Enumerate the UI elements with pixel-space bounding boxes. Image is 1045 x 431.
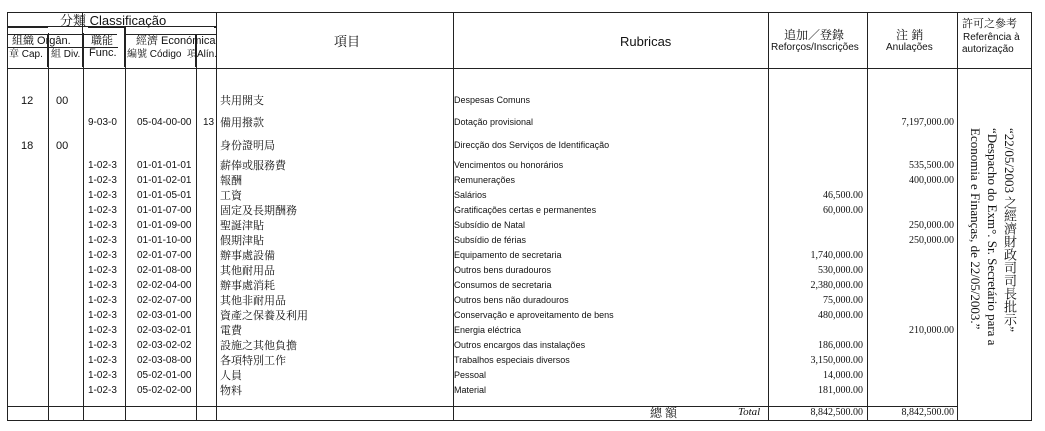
cell-func: 1-02-3 [88, 235, 117, 246]
col-divider [125, 13, 126, 420]
cell-cap: 18 [21, 140, 34, 152]
cell-item-zh: 其他非耐用品 [220, 295, 286, 307]
cell-func: 1-02-3 [88, 280, 117, 291]
cell-func: 1-02-3 [88, 295, 117, 306]
cell-reforcos: 60,000.00 [823, 205, 863, 216]
cell-func: 1-02-3 [88, 265, 117, 276]
col-divider [196, 13, 197, 420]
header-items-zh: 項目 [334, 34, 361, 49]
cell-item-zh: 假期津貼 [220, 235, 264, 247]
cell-code: 02-01-08-00 [137, 265, 192, 276]
cell-code: 02-01-07-00 [137, 250, 192, 261]
header-ref-zh: 許可之參考 [962, 18, 1017, 30]
header-organ: 組織 Orgân. [12, 35, 71, 47]
cell-item-zh: 固定及長期酬務 [220, 205, 297, 217]
cell-reforcos: 1,740,000.00 [810, 250, 863, 261]
cell-code: 02-03-02-01 [137, 325, 192, 336]
cell-func: 1-02-3 [88, 190, 117, 201]
authorization-line-1: “22/05/2003 之經濟財政司司長批示” [1002, 128, 1017, 333]
cell-rubrica: Remunerações [454, 175, 516, 185]
authorization-line-3: Economia e Finanças, de 22/05/2003.” [968, 128, 983, 330]
cell-item-zh: 其他耐用品 [220, 265, 275, 277]
total-label-zh: 總 額 [650, 406, 678, 420]
header-reforcos: Reforços/Inscrições [771, 42, 859, 53]
cell-code: 02-03-01-00 [137, 310, 192, 321]
cell-reforcos: 530,000.00 [818, 265, 863, 276]
cell-item-zh: 電費 [220, 325, 242, 337]
cell-div: 00 [56, 140, 69, 152]
cell-rubrica: Outros bens duradouros [454, 265, 552, 275]
cell-func: 1-02-3 [88, 325, 117, 336]
cell-func: 1-02-3 [88, 355, 117, 366]
cell-code: 02-02-04-00 [137, 280, 192, 291]
cell-func: 1-02-3 [88, 175, 117, 186]
cell-div: 00 [56, 95, 69, 107]
cell-item-zh: 辦事處設備 [220, 250, 275, 262]
header-codigo: 編號 Código [127, 49, 182, 60]
cell-rubrica: Dotação provisional [454, 117, 534, 127]
cell-item-zh: 設施之其他負擔 [220, 340, 297, 352]
cell-func: 9-03-0 [88, 117, 117, 128]
cell-item-zh: 人員 [220, 370, 242, 382]
cell-item-zh: 報酬 [220, 175, 242, 187]
col-divider [957, 13, 958, 420]
header-reforcos-zh: 追加／登錄 [784, 28, 845, 42]
cell-code: 02-02-07-00 [137, 295, 192, 306]
authorization-line-2: “Despacho do Exm°. Sr. Secretário para a [985, 128, 1000, 346]
header-economica: 經濟 Económica [136, 35, 216, 47]
cell-reforcos: 181,000.00 [818, 385, 863, 396]
col-divider [216, 13, 217, 420]
cell-alin: 13 [203, 117, 215, 128]
cell-rubrica: Despesas Comuns [454, 95, 531, 105]
cell-func: 1-02-3 [88, 250, 117, 261]
cell-code: 05-02-02-00 [137, 385, 192, 396]
cell-anulacoes: 250,000.00 [909, 220, 954, 231]
header-func: Func. [89, 47, 117, 59]
total-label-pt: Total [738, 406, 761, 418]
cell-anulacoes: 7,197,000.00 [901, 117, 954, 128]
cell-code: 01-01-09-00 [137, 220, 192, 231]
cell-anulacoes: 400,000.00 [909, 175, 954, 186]
cell-rubrica: Trabalhos especiais diversos [454, 355, 570, 365]
cell-item-zh: 各項特別工作 [220, 355, 286, 367]
cell-reforcos: 186,000.00 [818, 340, 863, 351]
cell-item-zh: 身份證明局 [220, 140, 275, 152]
cell-anulacoes: 535,500.00 [909, 160, 954, 171]
header-anulacoes: Anulações [886, 42, 933, 53]
cell-code: 02-03-02-02 [137, 340, 192, 351]
cell-code: 01-01-01-01 [137, 160, 192, 171]
cell-anulacoes: 250,000.00 [909, 235, 954, 246]
cell-rubrica: Subsídio de férias [454, 235, 527, 245]
cell-item-zh: 資產之保養及利用 [220, 310, 308, 322]
col-divider [48, 13, 49, 420]
cell-item-zh: 工資 [220, 190, 242, 202]
cell-code: 01-01-07-00 [137, 205, 192, 216]
header-ref-pt2: autorização [962, 44, 1014, 55]
cell-func: 1-02-3 [88, 385, 117, 396]
cell-rubrica: Equipamento de secretaria [454, 250, 562, 260]
cell-rubrica: Direcção dos Serviços de Identificação [454, 140, 610, 150]
cell-item-zh: 共用開支 [220, 95, 264, 107]
total-anulacoes: 8,842,500.00 [901, 407, 954, 418]
cell-reforcos: 480,000.00 [818, 310, 863, 321]
cell-rubrica: Subsídio de Natal [454, 220, 526, 230]
cell-code: 02-03-08-00 [137, 355, 192, 366]
header-anulacoes-zh: 注 銷 [896, 28, 924, 42]
cell-code: 01-01-10-00 [137, 235, 192, 246]
header-span-mask [8, 13, 38, 26]
col-divider [867, 13, 868, 420]
header-div: 組 Div. [51, 49, 81, 60]
header-func-zh: 職能 [91, 35, 113, 47]
header-alin: 項Alín. [187, 49, 218, 60]
cell-func: 1-02-3 [88, 340, 117, 351]
cell-item-zh: 薪俸或服務費 [220, 160, 286, 172]
header-ref-pt1: Referência à [963, 32, 1020, 43]
cell-rubrica: Pessoal [454, 370, 487, 380]
cell-cap: 12 [21, 95, 34, 107]
header-bottom-line [8, 68, 1031, 69]
cell-func: 1-02-3 [88, 205, 117, 216]
cell-rubrica: Vencimentos ou honorários [454, 160, 564, 170]
cell-reforcos: 14,000.00 [823, 370, 863, 381]
cell-code: 05-02-01-00 [137, 370, 192, 381]
cell-rubrica: Outros bens não duradouros [454, 295, 569, 305]
cell-func: 1-02-3 [88, 160, 117, 171]
cell-code: 01-01-05-01 [137, 190, 192, 201]
cell-func: 1-02-3 [88, 310, 117, 321]
cell-rubrica: Consumos de secretaria [454, 280, 552, 290]
cell-reforcos: 75,000.00 [823, 295, 863, 306]
cell-item-zh: 物料 [220, 385, 242, 397]
cell-rubrica: Energia eléctrica [454, 325, 522, 335]
cell-rubrica: Material [454, 385, 487, 395]
cell-anulacoes: 210,000.00 [909, 325, 954, 336]
cell-reforcos: 2,380,000.00 [810, 280, 863, 291]
cell-rubrica: Outros encargos das instalações [454, 340, 586, 350]
cell-reforcos: 46,500.00 [823, 190, 863, 201]
cell-rubrica: Gratificações certas e permanentes [454, 205, 597, 215]
cell-func: 1-02-3 [88, 220, 117, 231]
cell-code: 01-01-02-01 [137, 175, 192, 186]
cell-rubrica: Salários [454, 190, 487, 200]
cell-reforcos: 3,150,000.00 [810, 355, 863, 366]
header-cap: 章 Cap. [9, 49, 43, 60]
cell-item-zh: 備用撥款 [220, 117, 264, 129]
cell-item-zh: 聖誕津貼 [220, 220, 264, 232]
header-rubricas: Rubricas [620, 34, 672, 49]
cell-item-zh: 辦事處消耗 [220, 280, 275, 292]
cell-rubrica: Conservação e aproveitamento de bens [454, 310, 614, 320]
authorization-reference [967, 128, 1018, 358]
cell-func: 1-02-3 [88, 370, 117, 381]
total-reforcos: 8,842,500.00 [810, 407, 863, 418]
header-classification: 分類 Classificação [60, 13, 167, 28]
cell-code: 05-04-00-00 [137, 117, 192, 128]
col-divider [83, 13, 84, 420]
